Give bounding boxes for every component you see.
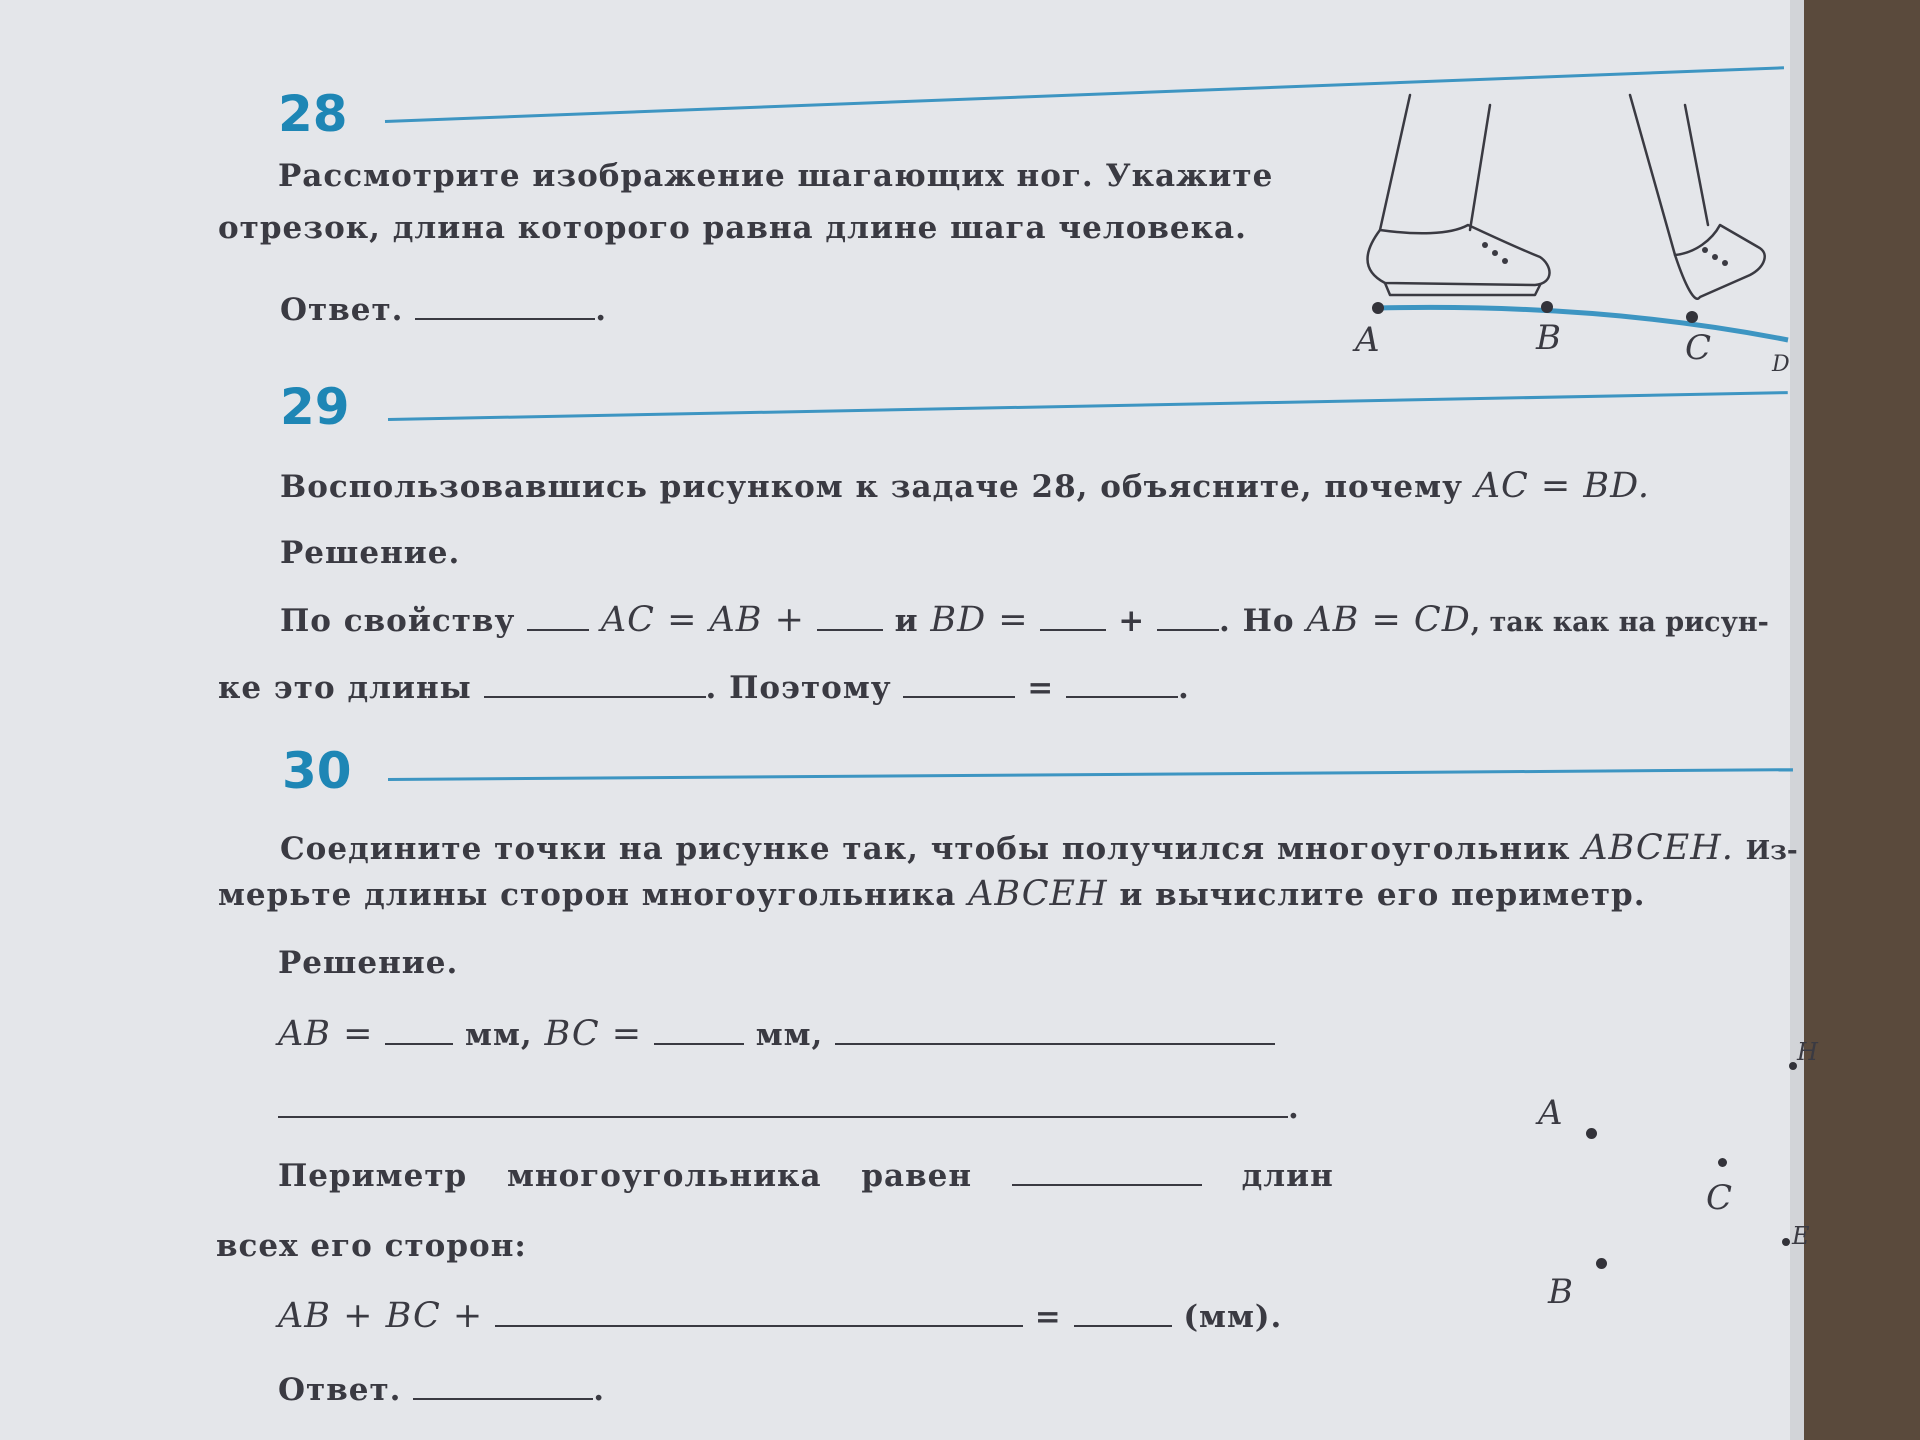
point-c-dot-30: [1718, 1158, 1727, 1167]
text: . Поэтому: [705, 670, 892, 706]
point-c-dot: [1686, 311, 1698, 323]
blank-bd-term-2[interactable]: [1157, 603, 1219, 631]
task-30-rule: [388, 768, 1793, 781]
math-ab-cd: AB = CD: [1306, 600, 1471, 640]
text: ке это длины: [218, 670, 472, 706]
point-h-label: H: [1797, 1038, 1818, 1066]
task-30-row-2: .: [278, 1090, 1300, 1126]
figure-label-c: C: [1685, 328, 1712, 368]
text: мм,: [465, 1017, 533, 1053]
math-ab: AB =: [278, 1014, 374, 1054]
point-a-dot: [1372, 302, 1384, 314]
task-30-perimeter-line-2: всех его сторон:: [216, 1228, 527, 1264]
figure-label-a: A: [1355, 320, 1380, 360]
right-leg-icon: [1630, 95, 1708, 255]
point-b-label-30: B: [1548, 1272, 1573, 1312]
task-28-answer-label: Ответ.: [280, 292, 404, 328]
blank-perimeter-definition[interactable]: [1012, 1158, 1202, 1186]
text: длин: [1241, 1158, 1334, 1194]
task-29-rule: [388, 391, 1788, 421]
blank-perimeter-value[interactable]: [1074, 1299, 1172, 1327]
blank-bd-term-1[interactable]: [1040, 603, 1106, 631]
walking-legs-figure: [1340, 85, 1790, 405]
left-shoe-icon: [1368, 225, 1550, 285]
point-e-dot: [1782, 1238, 1790, 1246]
figure-label-b: B: [1536, 318, 1561, 358]
text: и вычислите его периметр.: [1119, 877, 1646, 913]
step-segment-line: [1378, 307, 1788, 340]
text: и: [894, 603, 919, 639]
task-29-statement-math: AC = BD.: [1474, 466, 1651, 506]
blank-lengths[interactable]: [484, 670, 706, 698]
point-b-dot-30: [1596, 1258, 1607, 1269]
task-29-solution-line-1: [280, 600, 1769, 640]
point-h-dot: [1789, 1062, 1797, 1070]
task-28-number: 28: [278, 85, 348, 143]
math-bc: BC =: [544, 1014, 643, 1054]
task-29-statement: [280, 466, 1650, 506]
left-leg-icon: [1380, 95, 1490, 230]
task-30-perimeter-line: [278, 1158, 1334, 1194]
text: =: [1027, 670, 1055, 706]
task-28-line-2: отрезок, длина которого равна длине шага человека.: [218, 210, 1247, 246]
blank-conclusion-left[interactable]: [903, 670, 1015, 698]
blank-conclusion-right[interactable]: [1066, 670, 1178, 698]
text: мм,: [755, 1017, 824, 1053]
task-30-answer-label: Ответ.: [278, 1372, 402, 1408]
text: По свойству: [280, 603, 516, 639]
blank-bc-length[interactable]: [654, 1017, 744, 1045]
figure-label-d: D: [1772, 352, 1790, 377]
blank-remaining-sides[interactable]: [495, 1299, 1023, 1327]
point-a-dot-30: [1586, 1128, 1597, 1139]
task-28-answer: Ответ. .: [280, 292, 608, 328]
task-28-line-1: Рассмотрите изображение шагающих ног. Укажите: [278, 158, 1274, 194]
task-29-solution-line-2: ке это длины . Поэтому = .: [218, 670, 1190, 706]
text: , так как на рисун-: [1470, 607, 1769, 638]
task-30-answer-blank[interactable]: [413, 1372, 593, 1400]
text: +: [1118, 603, 1146, 639]
point-e-label: E: [1792, 1222, 1810, 1250]
text: Из-: [1745, 836, 1798, 866]
math-abceh: ABCEH: [968, 874, 1108, 914]
text: Периметр многоугольника равен: [278, 1158, 973, 1194]
task-30-row-1: [278, 1014, 1275, 1054]
blank-ac-term[interactable]: [817, 603, 883, 631]
text: . Но: [1218, 603, 1295, 639]
text: =: [1034, 1299, 1062, 1335]
blank-property[interactable]: [527, 603, 589, 631]
point-a-label-30: A: [1538, 1093, 1563, 1133]
blank-ab-length[interactable]: [385, 1017, 453, 1045]
task-30-number: 30: [282, 742, 352, 800]
math-abceh: ABCEH.: [1582, 828, 1734, 868]
blank-other-sides-continued[interactable]: [278, 1090, 1288, 1118]
task-30-line-2: [218, 874, 1646, 914]
task-29-solution-label: Решение.: [280, 535, 461, 571]
right-shoe-icon: [1675, 225, 1765, 299]
text: (мм).: [1183, 1299, 1283, 1335]
text: мерьте длины сторон многоугольника: [218, 877, 957, 913]
point-c-label-30: C: [1706, 1178, 1733, 1218]
point-b-dot: [1541, 301, 1553, 313]
task-30-answer: Ответ. .: [278, 1372, 606, 1408]
task-30-line-1: [280, 828, 1798, 868]
math-bd: BD =: [930, 600, 1029, 640]
task-29-statement-text: Воспользовавшись рисунком к задаче 28, объясните, почему: [280, 469, 1463, 505]
task-30-sum-row: [278, 1296, 1282, 1336]
math-sum: AB + BC +: [278, 1296, 484, 1336]
math-ac: AC = AB +: [600, 600, 805, 640]
task-29-number: 29: [280, 378, 350, 436]
task-28-answer-blank[interactable]: [415, 292, 595, 320]
task-30-solution-label: Решение.: [278, 945, 459, 981]
text: Соедините точки на рисунке так, чтобы получился многоугольник: [280, 831, 1571, 867]
blank-other-sides[interactable]: [835, 1017, 1275, 1045]
